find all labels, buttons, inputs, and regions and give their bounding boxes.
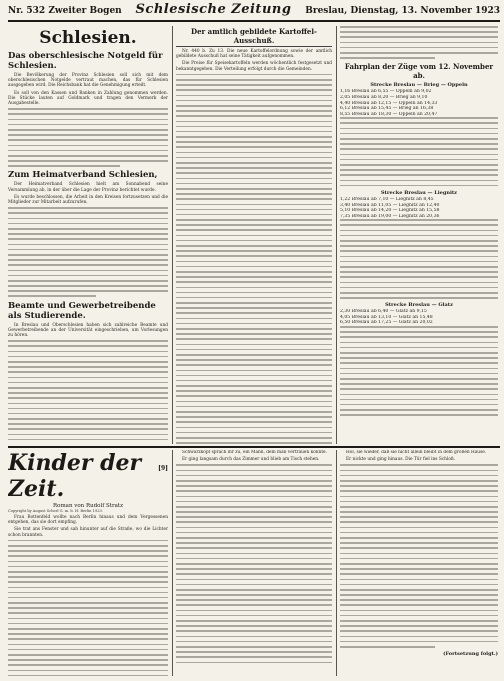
novel-paragraph: Schwarzkopf sprach ihr zu, ein Mann, dem man vertrauen konnte. (182, 450, 327, 455)
article-paragraph: Nr. 440 b. Zu 13. Die neue Kartoffelordnung sowie der amtlich gebildete Ausschuß hat seine Tätigkeit aufgenommen. (176, 49, 332, 60)
novel-header (8, 450, 168, 502)
text-block (176, 464, 332, 663)
article-paragraph: Die Preise für Speisekartoffeln werden wöchentlich festgesetzt und bekanntgegeben. Die Verteilung erfolgt durch die Gemeinden. (176, 61, 332, 72)
section-divider (8, 446, 500, 448)
novel-paragraph: Er nickte und ging hinaus. Die Tür fiel ins Schloß. (346, 457, 456, 463)
column-rule (172, 26, 173, 444)
timetable-headline: Fahrplan der Züge vom 12. November ab. (344, 62, 494, 81)
column-rule (336, 450, 337, 676)
text-block (340, 219, 498, 298)
text-block (8, 108, 168, 167)
article-paragraph: Der Heimatverband Schlesien hielt am Sonnabend seine Versammlung ab, in der über die Lage der Provinz berichtet wurde. (8, 182, 168, 193)
article-paragraph: Die Bevölkerung der Provinz Schlesien soll sich mit dem oberschlesischen Notgelde vertraut machen, das für Schlesien ausgegeben wird. Die Reichsbank hat die Genehmigung erteilt. (8, 73, 168, 89)
date-line: Breslau, Dienstag, 13. November 1923 (305, 6, 500, 16)
timetable-row: 8,55 Breslau ab 18,30 — Oppeln an 20,47 (340, 111, 438, 117)
timetable-row: 7,35 Breslau ab 19,00 — Liegnitz an 20,36 (340, 213, 440, 219)
feuilleton-column (8, 450, 168, 676)
novel-paragraph: Sie trat ans Fenster und sah hinunter auf die Straße, wo die Lichter schon brannten. (8, 527, 168, 538)
text-block (176, 74, 332, 444)
timetable-row: 2,30 Breslau ab 6,40 — Glatz an 9,15 (340, 309, 427, 315)
feuilleton-column-2 (176, 450, 332, 676)
novel-paragraph: Frau Rottenfeld wollte nach Berlin hinaus und dem Vergessenen entgehen, das sie dort empfing. (8, 515, 168, 526)
divider (176, 46, 332, 47)
route-heading: Strecke Breslau — Brieg — Oppeln (370, 82, 468, 89)
timetable-row: 2,05 Breslau ab 8,20 — Brieg an 9,10 (340, 94, 428, 100)
timetable-row: 6,50 Breslau ab 17,25 — Glatz an 20,02 (340, 320, 433, 326)
timetable-row: 4,05 Breslau ab 13,10 — Glatz an 15,48 (340, 314, 433, 320)
copyright-line: Copyright by August Scherl G. m. b. H. Berlin 1923. (8, 509, 103, 513)
text-block (8, 540, 168, 676)
novel-byline: Roman von Rudolf Stratz (53, 503, 123, 509)
timetable-row: 6,12 Breslau ab 15,45 — Brieg an 16,38 (340, 106, 434, 112)
timetable-row: 1,22 Breslau ab 7,10 — Liegnitz an 8,45 (340, 196, 434, 202)
installment-number: [9] (158, 465, 168, 472)
text-block (340, 326, 498, 416)
right-column (340, 26, 498, 444)
text-block (8, 207, 168, 297)
middle-column (176, 26, 332, 444)
issue-number: Nr. 532 Zweiter Bogen (8, 6, 122, 16)
novel-paragraph: Hol, sie wieder, daß sie nicht allein bleibt in dem großen Hause. (346, 450, 487, 455)
section-headline: Schlesien. (39, 28, 137, 48)
timetable-row: 5,10 Breslau ab 14,20 — Liegnitz an 15,58 (340, 208, 440, 214)
route-heading: Strecke Breslau — Glatz (385, 302, 453, 309)
route-heading: Strecke Breslau — Liegnitz (380, 189, 458, 196)
column-rule (336, 26, 337, 444)
masthead (8, 2, 500, 22)
article-headline: Der amtlich gebildete Kartoffel-Ausschuß. (191, 27, 317, 45)
novel-title: Kinder der Zeit. (8, 450, 142, 502)
text-block (340, 26, 498, 59)
feuilleton-column-3 (340, 450, 498, 676)
text-block (8, 340, 168, 440)
timetable-row: 3,40 Breslau ab 11,05 — Liegnitz an 12,40 (340, 202, 440, 208)
column-rule (172, 450, 173, 676)
text-block (340, 117, 498, 186)
text-block (340, 464, 498, 647)
article-paragraph: Es wurde beschlossen, die Arbeit in den Kreisen fortzusetzen und die Mitglieder zur Mitarbeit aufzurufen. (8, 194, 168, 206)
timetable-row: 4,40 Breslau ab 12,15 — Oppeln an 14,33 (340, 100, 438, 106)
novel-paragraph: Er ging langsam durch das Zimmer und blieb am Tisch stehen. (182, 457, 320, 463)
continuation-note: (Fortsetzung folgt.) (443, 651, 498, 658)
timetable-row: 1,16 Breslau ab 6,55 — Oppeln an 9,02 (340, 89, 432, 95)
article-subhead: Das oberschlesische Notgeld für Schlesien. (8, 51, 163, 71)
article-subhead: Zum Heimatverband Schlesien, (8, 170, 158, 181)
newspaper-title: Schlesische Zeitung (135, 2, 292, 17)
article-subhead: Beamte und Gewerbetreibende als Studierende. (8, 300, 156, 321)
article-paragraph: In Breslau und Oberschlesien haben sich zahlreiche Beamte und Gewerbetreibende an der Universität eingeschrieben, um Vorlesungen zu hören. (8, 322, 168, 339)
article-paragraph: Es soll von den Kassen und Banken in Zahlung genommen werden. Die Stücke lauten auf Goldmark und tragen den Vermerk der Ausgabestelle. (8, 90, 168, 107)
left-column (8, 26, 168, 444)
